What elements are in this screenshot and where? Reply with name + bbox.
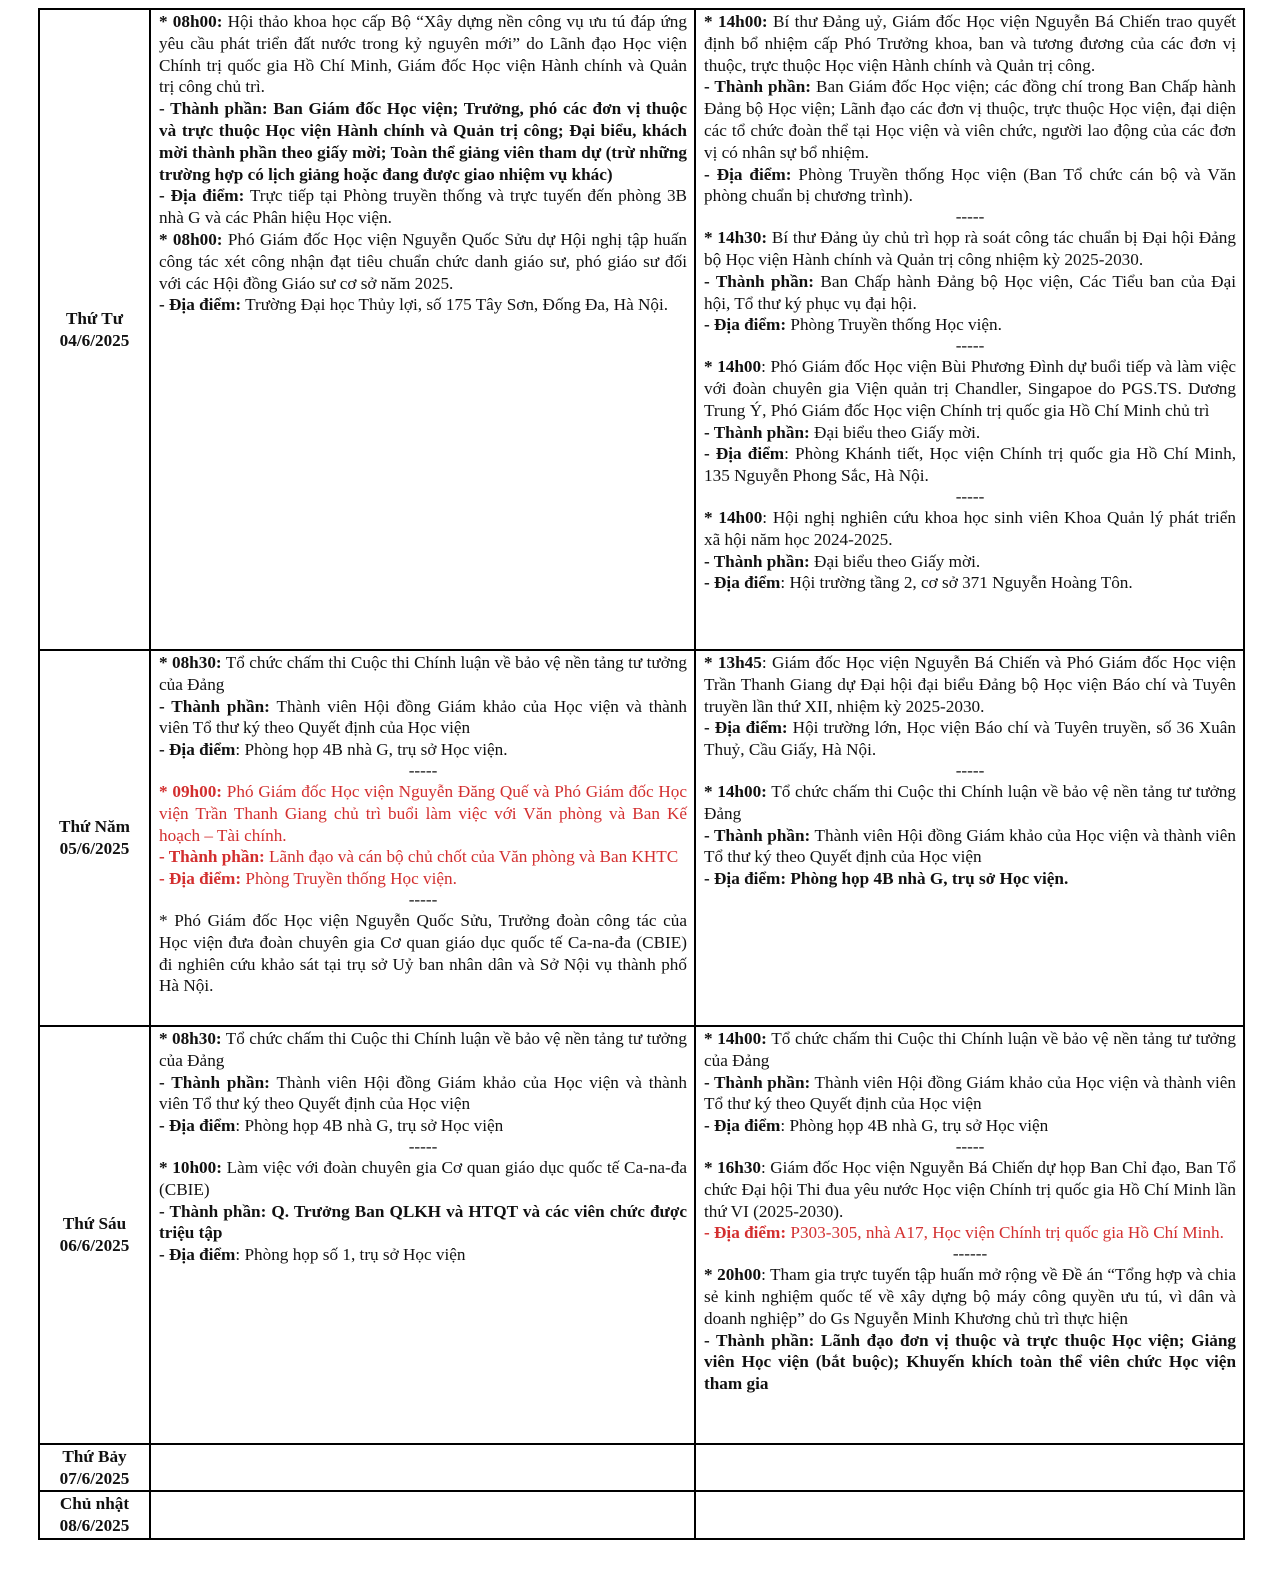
day-name: Thứ Bảy [62,1446,127,1466]
schedule-entry [159,1244,687,1266]
afternoon-cell [695,1444,1244,1491]
entry-text: : Hội nghị nghiên cứu khoa học sinh viên Khoa Quản lý phát triển xã hội năm học 2024-2025. [704,507,1237,549]
entry-text: : Phó Giám đốc Học viện Bùi Phương Đình dự buổi tiếp và làm việc với đoàn chuyên gia Viện quản trị Chandler, Singapoe do PGS.TS. Dương Trung Ý, Phó Giám đốc Học viện Chính trị quốc gia Hồ Chí Minh chủ trì [704,357,1236,420]
entry-heading: - Thành phần: [159,1072,270,1092]
day-date: 07/6/2025 [59,1468,130,1488]
schedule-entry [704,1028,1236,1072]
entry-text: Hội trường lớn, Học viện Báo chí và Tuyên truyền, số 36 Xuân Thuỷ, Cầu Giấy, Hà Nội. [704,718,1236,760]
schedule-entry [704,443,1236,487]
schedule-entry [704,652,1236,717]
morning-cell [150,1026,695,1444]
morning-cell [150,1491,695,1539]
morning-cell [150,1444,695,1491]
schedule-entry [159,1201,687,1245]
day-date: 04/6/2025 [59,330,130,350]
entry-text: Trường Đại học Thủy lợi, số 175 Tây Sơn, Đống Đa, Hà Nội. [241,295,669,315]
schedule-entry [159,185,687,229]
schedule-entry [704,507,1236,551]
day-date: 06/6/2025 [59,1236,130,1255]
entry-text: Phó Giám đốc Học viện Nguyễn Quốc Sửu dự Hội nghị tập huấn công tác xét công nhận đạt tiêu chuẩn chức danh giáo sư, phó giáo sư đối với các Hội đồng Giáo sư cơ sở năm 2025. [159,229,687,293]
day-cell [39,9,150,650]
entry-text: Bí thư Đảng uỷ, Giám đốc Học viện Nguyễn Bá Chiến trao quyết định bổ nhiệm cấp Phó Trưởng khoa, ban và tương đương của các đơn vị thuộc, trực thuộc Học viện Hành chính và Quản trị công. [704,12,1236,75]
entry-heading: * 16h30 [704,1157,762,1177]
schedule-entry [159,910,687,997]
schedule-entry [704,422,1236,444]
entry-heading: - Thành phần: [704,77,812,97]
entry-text: Tổ chức chấm thi Cuộc thi Chính luận về bảo vệ nền tảng tư tưởng của Đảng [159,653,687,694]
table-row [39,1491,1244,1539]
schedule-entry [704,1115,1236,1137]
entry-heading: - Thành phần: [159,847,265,867]
entry-heading: - Địa điểm: [704,164,792,184]
morning-cell [150,650,695,1026]
entry-text: P303-305, nhà A17, Học viện Chính trị quốc gia Hồ Chí Minh. [786,1223,1224,1243]
schedule-entry [704,1264,1236,1329]
schedule-entry [159,739,687,761]
schedule-entry [159,868,687,890]
entry-heading: - Thành phần: [704,825,811,845]
schedule-entry [704,572,1236,594]
schedule-entry [159,98,687,185]
schedule-entry [159,781,687,846]
entry-heading: * 20h00 [704,1265,762,1285]
entry-heading: - Thành phần: [704,422,810,442]
entry-heading: - Địa điểm: [704,718,788,738]
schedule-entry [159,11,687,98]
day-name: Chủ nhật [59,1494,130,1513]
day-cell [39,1444,150,1491]
entry-heading: - Địa điểm: [159,186,245,206]
entry-text: Ban Chấp hành Đảng bộ Học viện, Các Tiểu ban của Đại hội, Tổ thư ký phục vụ đại hội. [704,271,1236,313]
entry-text: Thành viên Hội đồng Giám khảo của Học viện và thành viên Tổ thư ký theo Quyết định của Học viện [704,825,1236,867]
entry-heading: * 09h00: [159,781,223,801]
schedule-entry [704,717,1236,761]
entry-separator: ----- [955,336,985,356]
entry-heading: - Địa điểm: [159,295,242,315]
entry-heading: * 13h45 [704,653,762,672]
entry-heading: - Thành phần: Lãnh đạo đơn vị thuộc và trực thuộc Học viện; Giảng viên Học viện (bắt buộc); Khuyến khích toàn thể viên chức Học viện tham gia [704,1330,1236,1394]
schedule-entry [159,696,687,740]
schedule-entry [704,1072,1236,1116]
morning-cell [150,9,695,650]
entry-text: Thành viên Hội đồng Giám khảo của Học viện và thành viên Tổ thư ký theo Quyết định của Học viện [159,696,687,738]
entry-heading: - Thành phần: Q. Trưởng Ban QLKH và HTQT và các viên chức được triệu tập [159,1201,687,1243]
entry-text: Đại biểu theo Giấy mời. [809,422,981,442]
table-row [39,1444,1244,1491]
entry-heading: * 08h00: [159,12,223,31]
entry-heading: * 14h00 [704,507,763,527]
entry-heading: * 10h00: [159,1157,222,1177]
entry-text: Đại biểu theo Giấy mời. [809,551,981,571]
entry-heading: - Thành phần: Ban Giám đốc Học viện; Trưởng, phó các đơn vị thuộc và trực thuộc Học viện Hành chính và Quản trị công; Đại biểu, khách mời thành phần theo giấy mời; Toàn thể giảng viên tham dự (trừ những trường hợp có lịch giảng hoặc đang được giao nhiệm vụ khác) [159,99,687,184]
day-date: 05/6/2025 [59,839,130,858]
entry-text: Trực tiếp tại Phòng truyền thống và trực tuyến đến phòng 3B nhà G và các Phân hiệu Học viện. [159,186,687,228]
schedule-entry [704,164,1236,208]
entry-heading: - Địa điểm: [704,1223,787,1243]
entry-heading: - Địa điểm [159,740,236,760]
entry-text: Phòng Truyền thống Học viện. [786,315,1002,335]
entry-separator: ----- [408,1136,438,1156]
day-date: 08/6/2025 [59,1516,130,1535]
entry-heading: - Địa điểm: [704,315,787,335]
entry-text: : Giám đốc Học viện Nguyễn Bá Chiến và Phó Giám đốc Học viện Trần Thanh Giang dự Đại hội đại biểu Đảng bộ Học viện Báo chí và Tuyên truyền lần thứ XII, nhiệm kỳ 2025-2030. [704,653,1237,716]
entry-text: : Hội trường tầng 2, cơ sở 371 Nguyễn Hoàng Tôn. [780,573,1133,593]
day-cell [39,650,150,1026]
schedule-entry [704,11,1236,76]
entry-text: : Phòng họp số 1, trụ sở Học viện [235,1245,466,1265]
entry-heading: - Địa điểm: [159,869,242,889]
schedule-entry [704,1330,1236,1395]
schedule-entry [159,1072,687,1116]
entry-heading: - Địa điểm [159,1245,236,1265]
entry-heading: - Địa điểm: Phòng họp 4B nhà G, trụ sở Học viện. [704,869,1069,889]
schedule-entry [159,846,687,868]
entry-heading: - Địa điểm [704,1116,781,1136]
day-cell [39,1026,150,1444]
entry-text: Ban Giám đốc Học viện; các đồng chí trong Ban Chấp hành Đảng bộ Học viện; Lãnh đạo các đơn vị thuộc, trực thuộc Học viện, đại diện các tổ chức đoàn thể tại Học viện và viên chức, người lao động của các đơn vị có nhân sự bổ nhiệm. [704,77,1236,162]
entry-heading: - Thành phần: [159,696,270,716]
schedule-entry [704,551,1236,573]
day-name: Thứ Năm [59,817,130,836]
entry-heading: - Thành phần: [704,271,814,291]
entry-separator: ----- [955,1136,985,1156]
entry-text: Phòng Truyền thống Học viện (Ban Tổ chức cán bộ và Văn phòng chuẩn bị chương trình). [704,164,1236,206]
entry-text: : Phòng họp 4B nhà G, trụ sở Học viện [235,1116,504,1136]
afternoon-cell [695,650,1244,1026]
entry-heading: * 08h00: [159,229,223,249]
entry-heading: * 14h00: [704,781,767,801]
schedule-entry [704,271,1236,315]
entry-text: Thành viên Hội đồng Giám khảo của Học viện và thành viên Tổ thư ký theo Quyết định của Học viện [159,1072,687,1114]
entry-heading: * 08h30: [159,1029,222,1048]
entry-heading: * 14h30: [704,228,768,248]
entry-text: Hội thảo khoa học cấp Bộ “Xây dựng nền công vụ ưu tú đáp ứng yêu cầu phát triển đất nước trong kỷ nguyên mới” do Lãnh đạo Học viện Chính trị quốc gia Hồ Chí Minh, Giám đốc Học viện Hành chính và Quản trị công chủ trì. [159,12,687,97]
day-cell [39,1491,150,1539]
entry-separator: ----- [955,486,985,506]
entry-text: : Tham gia trực tuyến tập huấn mở rộng về Đề án “Tổng hợp và chia sẻ kinh nghiệm quốc tế về xây dựng bộ máy công quyền ưu tú, vì dân và doanh nghiệp” do Gs Nguyễn Minh Khương chủ trì thực hiện [704,1265,1236,1328]
schedule-entry [704,314,1236,336]
entry-heading: - Địa điểm [704,444,785,464]
entry-text: Lãnh đạo và cán bộ chủ chốt của Văn phòng và Ban KHTC [264,847,679,867]
schedule-entry [159,1157,687,1201]
entry-text: Tổ chức chấm thi Cuộc thi Chính luận về bảo vệ nền tảng tư tưởng của Đảng [159,1029,687,1070]
entry-separator: ----- [955,207,985,227]
schedule-entry [159,1115,687,1137]
entry-text: Bí thư Đảng ủy chủ trì họp rà soát công tác chuẩn bị Đại hội Đảng bộ Học viện Hành chính và Quản trị công nhiệm kỳ 2025-2030. [704,228,1236,269]
entry-text: : Phòng Khánh tiết, Học viện Chính trị quốc gia Hồ Chí Minh, 135 Nguyễn Phong Sắc, Hà Nội. [704,444,1236,486]
day-name: Thứ Sáu [62,1214,127,1233]
table-row [39,1026,1244,1444]
afternoon-cell [695,9,1244,650]
entry-text: : Giám đốc Học viện Nguyễn Bá Chiến dự họp Ban Chỉ đạo, Ban Tổ chức Đại hội Thi đua yêu nước Học viện Chính trị quốc gia Hồ Chí Minh lần thứ VI (2025-2030). [704,1157,1237,1221]
entry-text: * Phó Giám đốc Học viện Nguyễn Quốc Sửu, Trưởng đoàn công tác của Học viện đưa đoàn chuyên gia Cơ quan giáo dục quốc tế Ca-na-đa (CBIE) đi nghiên cứu khảo sát tại trụ sở Uỷ ban nhân dân và Sở Nội vụ thành phố Hà Nội. [159,910,687,996]
entry-heading: - Thành phần: [704,551,810,571]
schedule-entry [704,227,1236,271]
schedule-entry [159,1028,687,1072]
entry-text: Thành viên Hội đồng Giám khảo của Học viện và thành viên Tổ thư ký theo Quyết định của Học viện [704,1072,1236,1114]
entry-separator: ----- [408,760,438,780]
entry-heading: - Địa điểm [704,573,781,593]
entry-separator: ------ [952,1244,988,1264]
entry-text: Tổ chức chấm thi Cuộc thi Chính luận về bảo vệ nền tảng tư tưởng của Đảng [704,1029,1236,1070]
entry-text: Làm việc với đoàn chuyên gia Cơ quan giáo dục quốc tế Ca-na-đa (CBIE) [159,1157,687,1199]
afternoon-cell [695,1491,1244,1539]
entry-heading: * 14h00 [704,357,762,377]
schedule-entry [159,652,687,696]
entry-heading: * 14h00: [704,1029,767,1048]
schedule-entry [704,825,1236,869]
entry-text: Phó Giám đốc Học viện Nguyễn Đăng Quế và Phó Giám đốc Học viện Trần Thanh Giang chủ trì buổi làm việc với Văn phòng và Ban Kế hoạch – Tài chính. [159,781,687,845]
afternoon-cell [695,1026,1244,1444]
schedule-entry [159,229,687,294]
entry-text: Tổ chức chấm thi Cuộc thi Chính luận về bảo vệ nền tảng tư tưởng Đảng [704,781,1236,823]
table-row [39,650,1244,1026]
schedule-entry [704,1157,1236,1222]
entry-separator: ----- [955,760,985,780]
entry-text: : Phòng họp 4B nhà G, trụ sở Học viện. [235,740,508,760]
table-row [39,9,1244,650]
schedule-entry [704,1222,1236,1244]
schedule-entry [704,868,1236,890]
schedule-entry [704,76,1236,163]
weekly-schedule-table [38,8,1245,1540]
entry-text: : Phòng họp 4B nhà G, trụ sở Học viện [780,1116,1049,1136]
day-name: Thứ Tư [65,308,124,328]
entry-heading: - Thành phần: [704,1072,811,1092]
entry-text: Phòng Truyền thống Học viện. [241,869,457,889]
schedule-entry [704,356,1236,421]
schedule-entry [704,781,1236,825]
entry-separator: ----- [408,889,438,909]
entry-heading: * 08h30: [159,653,222,672]
schedule-entry [159,294,687,316]
entry-heading: - Địa điểm [159,1116,236,1136]
entry-heading: * 14h00: [704,12,768,31]
